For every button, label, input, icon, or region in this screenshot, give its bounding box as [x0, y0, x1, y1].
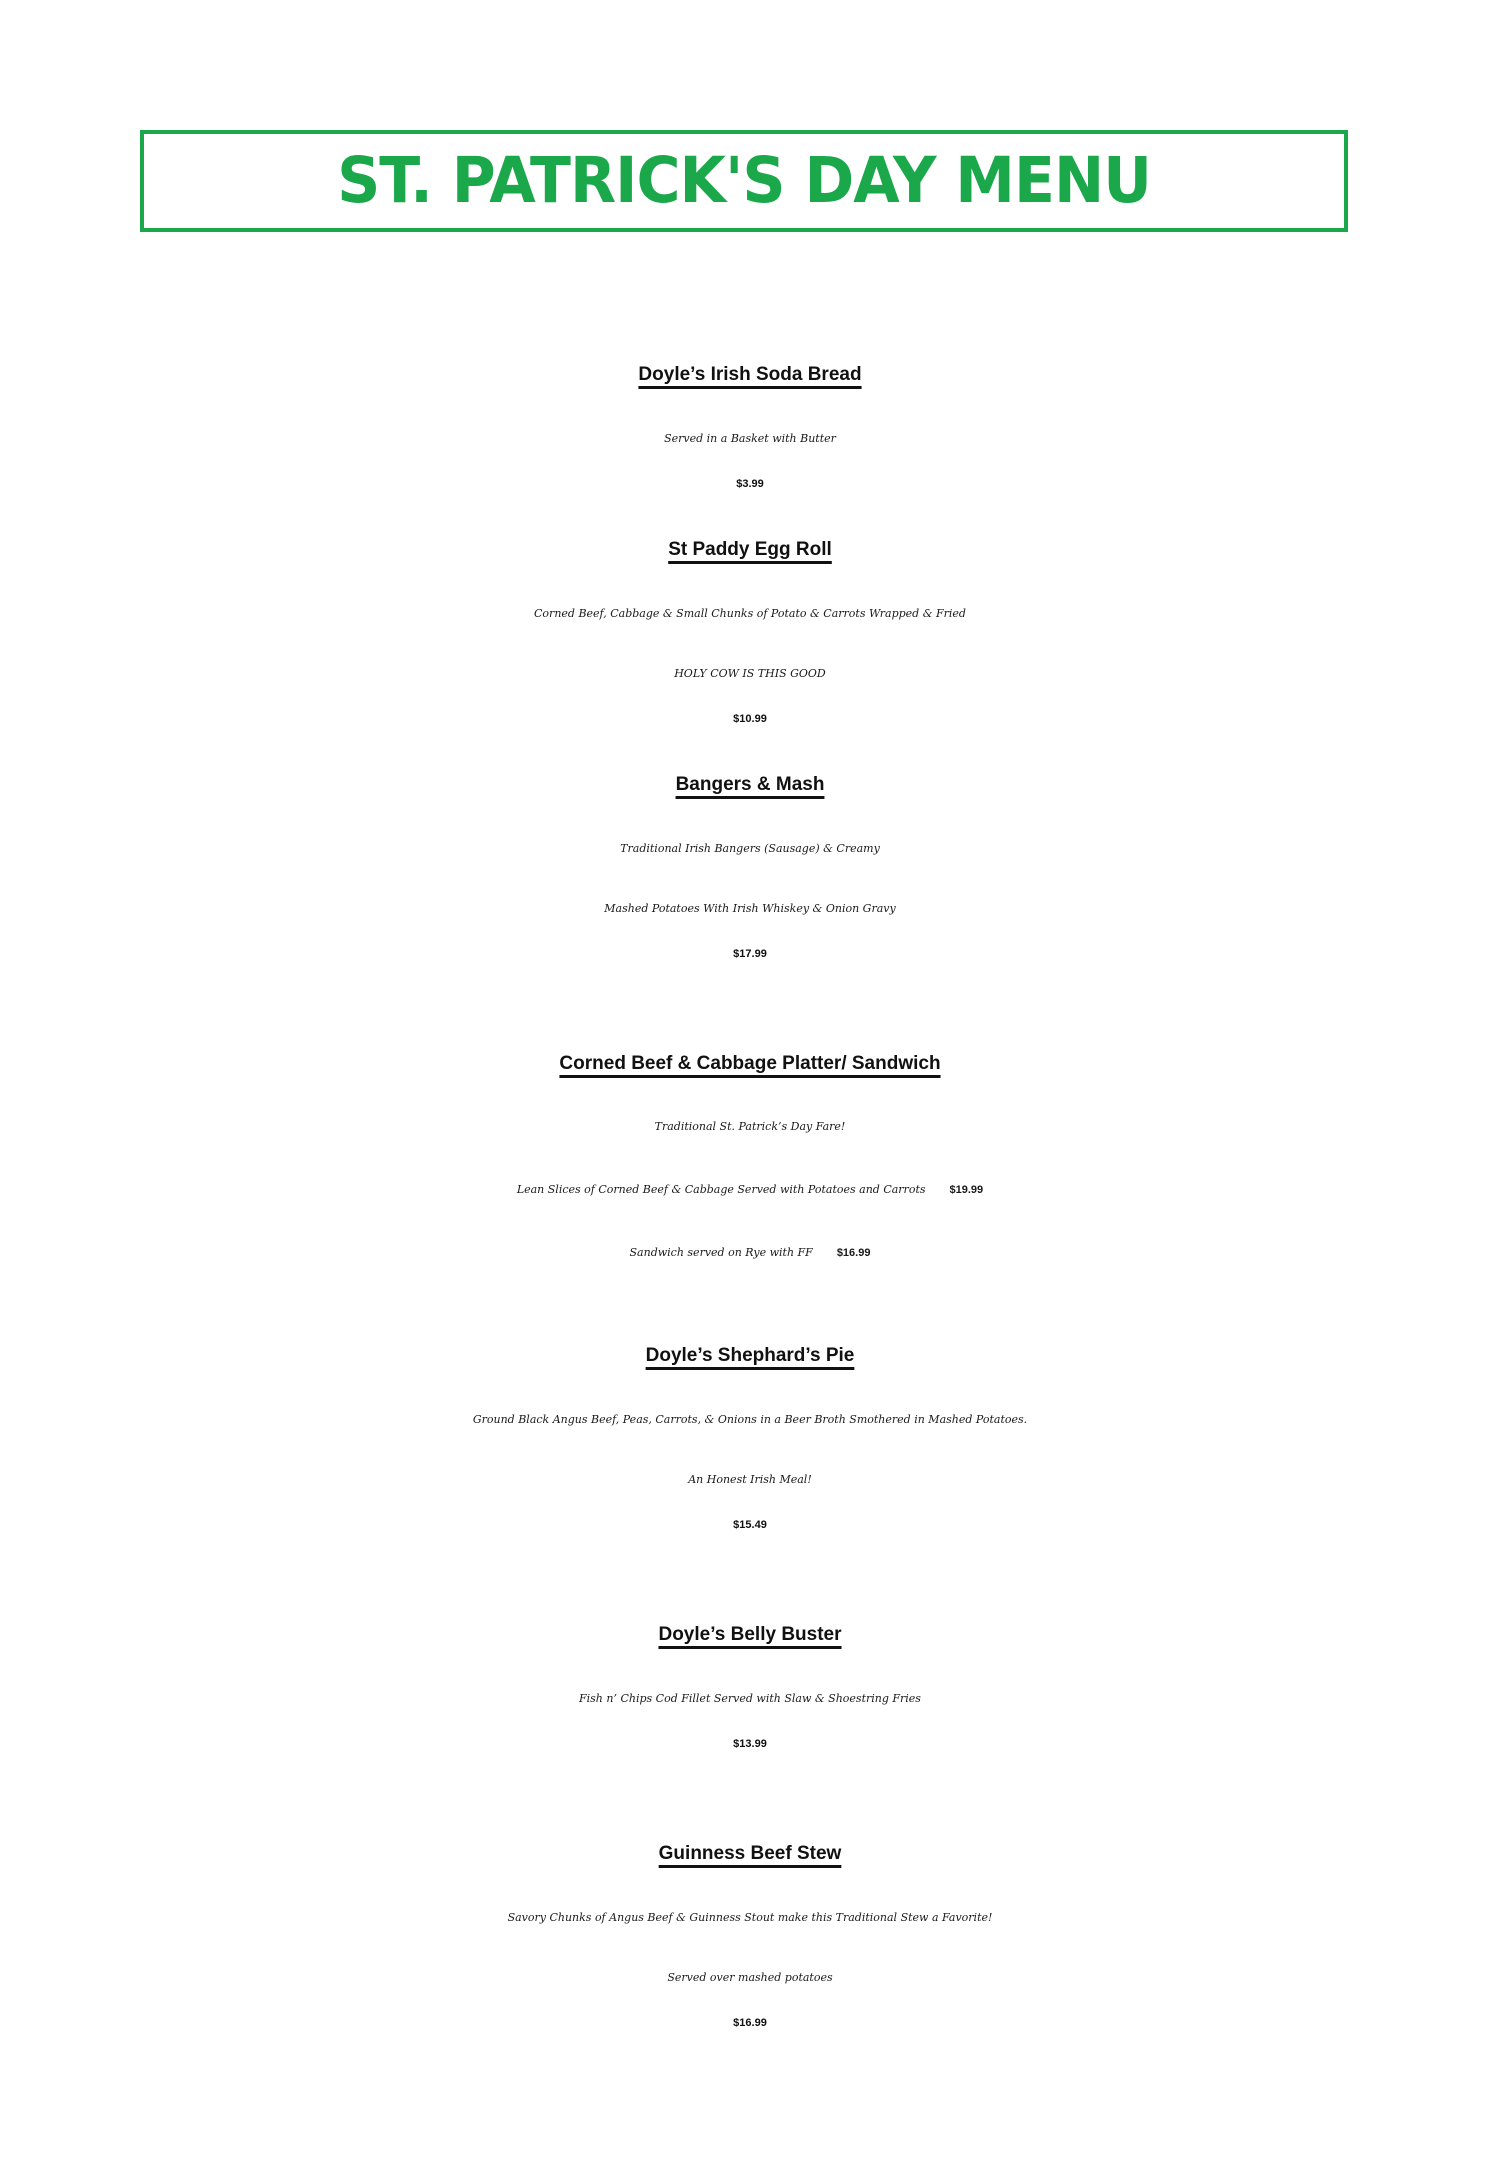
item-desc-belly-buster: Fish n’ Chips Cod Fillet Served with Slaw & Shoestring Fries [579, 1692, 921, 1705]
item-name-soda-bread: Doyle’s Irish Soda Bread [638, 364, 862, 385]
menu-title: ST. PATRICK'S DAY MENU [337, 144, 1151, 218]
item-name-egg-roll: St Paddy Egg Roll [668, 539, 832, 560]
item-option-sandwich-text: Sandwich served on Rye with FF [629, 1246, 813, 1259]
item-name-belly-buster: Doyle’s Belly Buster [658, 1624, 842, 1645]
item-name-beef-stew: Guinness Beef Stew [658, 1843, 842, 1864]
item-name-bangers-mash: Bangers & Mash [675, 774, 825, 795]
item-price-beef-stew: $16.99 [733, 2017, 767, 2029]
item-option-platter-text: Lean Slices of Corned Beef & Cabbage Served with Potatoes and Carrots [516, 1183, 926, 1196]
item-price-egg-roll: $10.99 [733, 713, 767, 725]
item-desc-shephards-pie: Ground Black Angus Beef, Peas, Carrots, & Onions in a Beer Broth Smothered in Mashed Potatoes. [472, 1413, 1028, 1426]
item-desc-egg-roll-2: HOLY COW IS THIS GOOD [674, 667, 826, 680]
item-desc-bangers-mash-2: Mashed Potatoes With Irish Whiskey & Onion Gravy [604, 902, 896, 915]
item-option-sandwich-price: $16.99 [836, 1247, 871, 1259]
item-desc-beef-stew-2: Served over mashed potatoes [667, 1971, 833, 1984]
item-desc-corned-beef: Traditional St. Patrick’s Day Fare! [654, 1120, 846, 1133]
item-price-bangers-mash: $17.99 [733, 948, 767, 960]
item-option-platter-price: $19.99 [949, 1184, 984, 1196]
item-price-soda-bread: $3.99 [736, 478, 764, 490]
item-desc-bangers-mash: Traditional Irish Bangers (Sausage) & Creamy [620, 842, 880, 855]
item-desc-egg-roll: Corned Beef, Cabbage & Small Chunks of Potato & Carrots Wrapped & Fried [534, 607, 966, 620]
item-desc-beef-stew: Savory Chunks of Angus Beef & Guinness Stout make this Traditional Stew a Favorite! [507, 1911, 993, 1924]
item-desc-soda-bread: Served in a Basket with Butter [664, 432, 836, 445]
item-name-corned-beef: Corned Beef & Cabbage Platter/ Sandwich [559, 1053, 941, 1074]
item-price-belly-buster: $13.99 [733, 1738, 767, 1750]
item-option-sandwich [0, 1246, 1500, 1259]
item-desc-shephards-pie-2: An Honest Irish Meal! [688, 1473, 812, 1486]
item-option-platter [0, 1183, 1500, 1196]
item-price-shephards-pie: $15.49 [733, 1519, 767, 1531]
item-name-shephards-pie: Doyle’s Shephard’s Pie [645, 1345, 855, 1366]
